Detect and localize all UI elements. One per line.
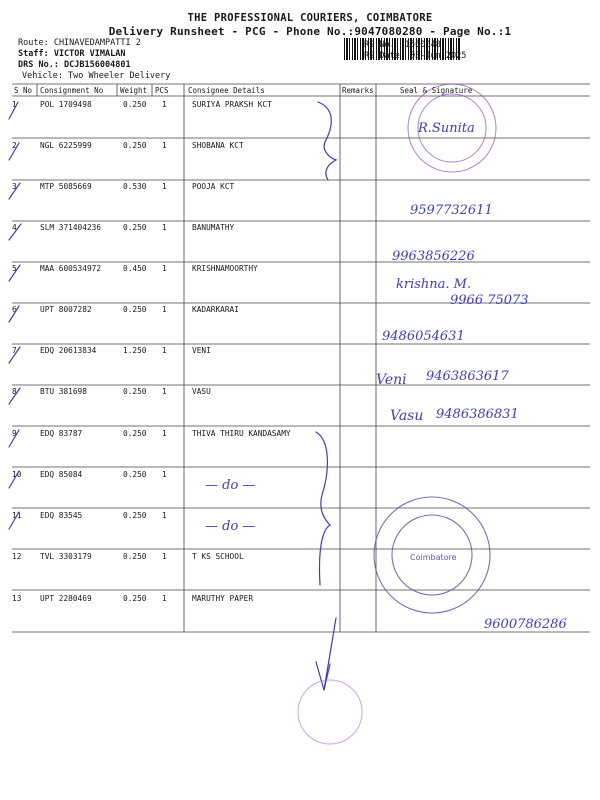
row-sno: 1: [12, 100, 17, 109]
row-pcs: 1: [162, 470, 167, 479]
row-pcs: 1: [162, 552, 167, 561]
row-consignee: T KS SCHOOL: [192, 552, 244, 561]
row-consignee: KADARKARAI: [192, 305, 239, 314]
row-sno: 7: [12, 346, 17, 355]
row-consignee: KRISHNAMOORTHY: [192, 264, 258, 273]
ditto-row11: — do —: [205, 519, 256, 534]
row-consignment: EDQ 83545: [40, 511, 83, 520]
row-consignee: BANUMATHY: [192, 223, 235, 232]
row-weight: 0.530: [123, 182, 147, 191]
col-pcs: PCS: [155, 86, 169, 95]
col-consignee: Consignee Details: [188, 86, 265, 95]
ditto-row10: — do —: [205, 478, 256, 493]
drs-number: DRS No.: DCJB156004801: [18, 60, 131, 70]
row-sno: 3: [12, 182, 17, 191]
tick-mark: [9, 102, 18, 119]
row-consignee: VASU: [192, 387, 211, 396]
row-weight: 0.250: [123, 305, 147, 314]
row-consignment: UPT 8007282: [40, 305, 92, 314]
stamp-text: Coimbatore: [410, 553, 457, 562]
row-weight: 0.250: [123, 552, 147, 561]
brace-mark: [318, 102, 336, 180]
row-pcs: 1: [162, 141, 167, 150]
row-weight: 0.250: [123, 511, 147, 520]
row-consignment: MAA 600534972: [40, 264, 102, 273]
row-sno: 4: [12, 223, 17, 232]
row-consignee: SURIYA PRAKSH KCT: [192, 100, 272, 109]
runsheet-title: Delivery Runsheet - PCG - Phone No.:9047080280 - Page No.:1: [108, 25, 512, 38]
phone-row13: 9600786286: [484, 617, 567, 632]
tick-mark: [9, 347, 20, 363]
signature-row5: krishna. M.: [396, 277, 472, 292]
signature-row7: Veni: [376, 372, 407, 388]
row-consignee: THIVA THIRU KANDASAMY: [192, 429, 291, 438]
col-consignment: Consignment No: [40, 86, 104, 95]
row-consignment: EDQ 85084: [40, 470, 83, 479]
route-label: Route: CHINAVEDAMPATTI 2: [18, 38, 141, 48]
row-consignment: POL 1709498: [40, 100, 92, 109]
row-weight: 0.450: [123, 264, 147, 273]
row-weight: 0.250: [123, 100, 147, 109]
row-consignment: BTU 381698: [40, 387, 87, 396]
phone-row3: 9597732611: [410, 203, 493, 218]
rs-number: RS No.: 1560048: [364, 40, 441, 50]
row-consignment: TVL 3303179: [40, 552, 92, 561]
tick-mark: [9, 511, 22, 529]
tick-mark: [9, 388, 20, 404]
row-sno: 11: [12, 511, 22, 520]
phone-row4: 9963856226: [392, 249, 475, 264]
row-pcs: 1: [162, 511, 167, 520]
row-weight: 0.250: [123, 387, 147, 396]
row-consignment: UPT 2280469: [40, 594, 92, 603]
row-pcs: 1: [162, 223, 167, 232]
row-pcs: 1: [162, 387, 167, 396]
row-consignment: EDQ 20613834: [40, 346, 97, 355]
row-sno: 8: [12, 387, 17, 396]
row-sno: 5: [12, 264, 17, 273]
row-consignee: POOJA KCT: [192, 182, 235, 191]
row-weight: 0.250: [123, 594, 147, 603]
tick-mark: [9, 430, 19, 447]
phone-row5: 9966 75073: [450, 293, 529, 308]
signature-row1: R.Sunita: [418, 121, 475, 136]
tick-mark: [9, 143, 19, 160]
phone-row8: 9486386831: [436, 407, 519, 422]
tick-mark: [9, 470, 22, 488]
row-sno: 13: [12, 594, 22, 603]
signature-row8: Vasu: [390, 408, 424, 424]
row-weight: 0.250: [123, 429, 147, 438]
row-consignment: SLM 371404236: [40, 223, 102, 232]
row-consignment: EDQ 83787: [40, 429, 83, 438]
row-sno: 2: [12, 141, 17, 150]
row-consignment: MTP 5085669: [40, 182, 92, 191]
tick-mark: [9, 265, 20, 281]
brace-mark: [316, 432, 330, 585]
row-pcs: 1: [162, 429, 167, 438]
row-pcs: 1: [162, 264, 167, 273]
ink-stamp-bottom: [298, 680, 362, 744]
row-consignee: MARUTHY PAPER: [192, 594, 254, 603]
rs-date: RS Date: 03-Jun-2025: [364, 51, 467, 61]
row-consignment: NGL 6225999: [40, 141, 92, 150]
company-name: THE PROFESSIONAL COURIERS, COIMBATORE: [187, 12, 433, 24]
row-pcs: 1: [162, 346, 167, 355]
tick-mark: [9, 306, 19, 322]
row-weight: 1.250: [123, 346, 147, 355]
row-weight: 0.250: [123, 470, 147, 479]
tick-mark: [9, 224, 21, 240]
staff-label: Staff: VICTOR VIMALAN: [18, 49, 126, 59]
tick-mark: [9, 183, 20, 199]
row-consignee: VENI: [192, 346, 211, 355]
row-sno: 6: [12, 305, 17, 314]
row-sno: 9: [12, 429, 17, 438]
col-remarks: Remarks: [342, 86, 374, 95]
row-weight: 0.250: [123, 141, 147, 150]
row-sno: 12: [12, 552, 22, 561]
row-pcs: 1: [162, 182, 167, 191]
col-sno: S No: [14, 86, 33, 95]
vehicle-label: Vehicle: Two Wheeler Delivery: [22, 71, 171, 81]
phone-row7: 9463863617: [426, 369, 509, 384]
row-pcs: 1: [162, 594, 167, 603]
arrow-mark: [324, 618, 336, 690]
col-seal: Seal & Signature: [400, 86, 473, 95]
row-sno: 10: [12, 470, 22, 479]
row-weight: 0.250: [123, 223, 147, 232]
col-weight: Weight: [120, 86, 148, 95]
row-consignee: SHOBANA KCT: [192, 141, 244, 150]
phone-row6: 9486054631: [382, 329, 465, 344]
row-pcs: 1: [162, 100, 167, 109]
row-pcs: 1: [162, 305, 167, 314]
